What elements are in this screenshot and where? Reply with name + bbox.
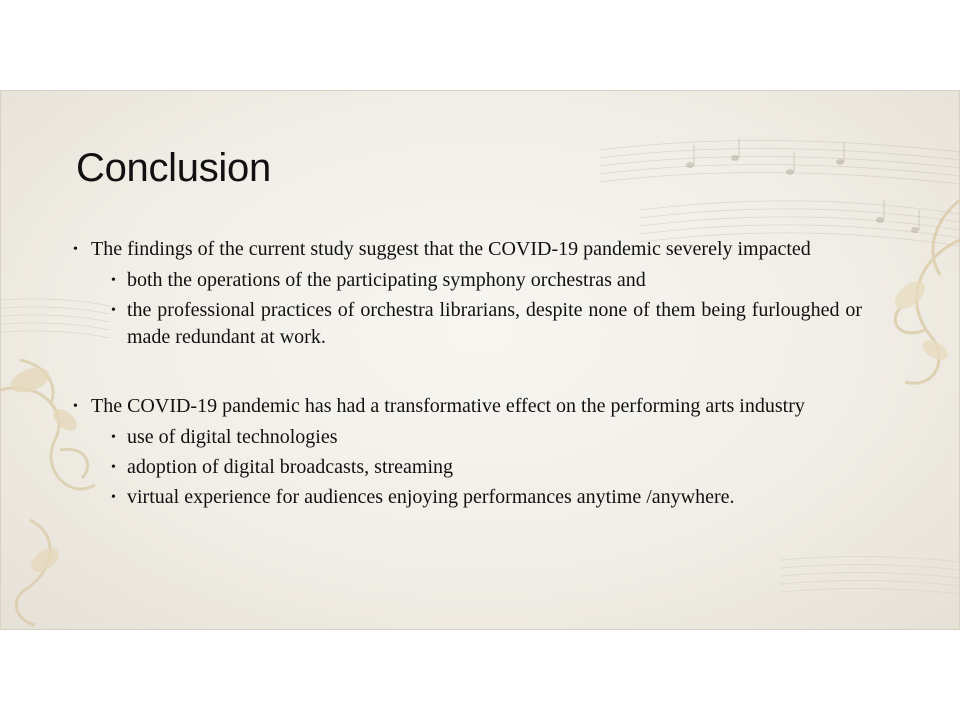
sub-bullet-text: the professional practices of orchestra librarians, despite none of them being furloughed or made redundant at work. bbox=[127, 299, 862, 348]
slide bbox=[0, 90, 960, 630]
bullet-icon: • bbox=[111, 303, 116, 318]
sub-bullet-list bbox=[72, 424, 862, 511]
sub-bullet-text: use of digital technologies bbox=[127, 426, 338, 448]
sub-bullet-text: virtual experience for audiences enjoying performances anytime /anywhere. bbox=[127, 486, 735, 508]
sub-bullet-list bbox=[72, 267, 862, 351]
bullet-icon: • bbox=[111, 430, 116, 445]
bullet-text: The findings of the current study suggest that the COVID-19 pandemic severely impacted bbox=[91, 238, 811, 260]
spacer bbox=[72, 351, 862, 393]
sub-bullet-text: both the operations of the participating symphony orchestras and bbox=[127, 269, 646, 291]
bullet-icon: • bbox=[73, 242, 78, 257]
slide-title: Conclusion bbox=[76, 146, 271, 190]
bullet-text: The COVID-19 pandemic has had a transformative effect on the performing arts industry bbox=[91, 395, 805, 417]
bullet-icon: • bbox=[111, 490, 116, 505]
sub-bullet-item bbox=[72, 424, 862, 451]
sub-bullet-item bbox=[72, 297, 862, 351]
bullet-icon: • bbox=[111, 460, 116, 475]
bullet-item bbox=[72, 393, 862, 420]
sub-bullet-text: adoption of digital broadcasts, streaming bbox=[127, 456, 454, 478]
sub-bullet-item bbox=[72, 484, 862, 511]
sub-bullet-item bbox=[72, 454, 862, 481]
bullet-icon: • bbox=[73, 399, 78, 414]
bullet-icon: • bbox=[111, 273, 116, 288]
sub-bullet-item bbox=[72, 267, 862, 294]
slide-body bbox=[72, 236, 862, 511]
bullet-item bbox=[72, 236, 862, 263]
